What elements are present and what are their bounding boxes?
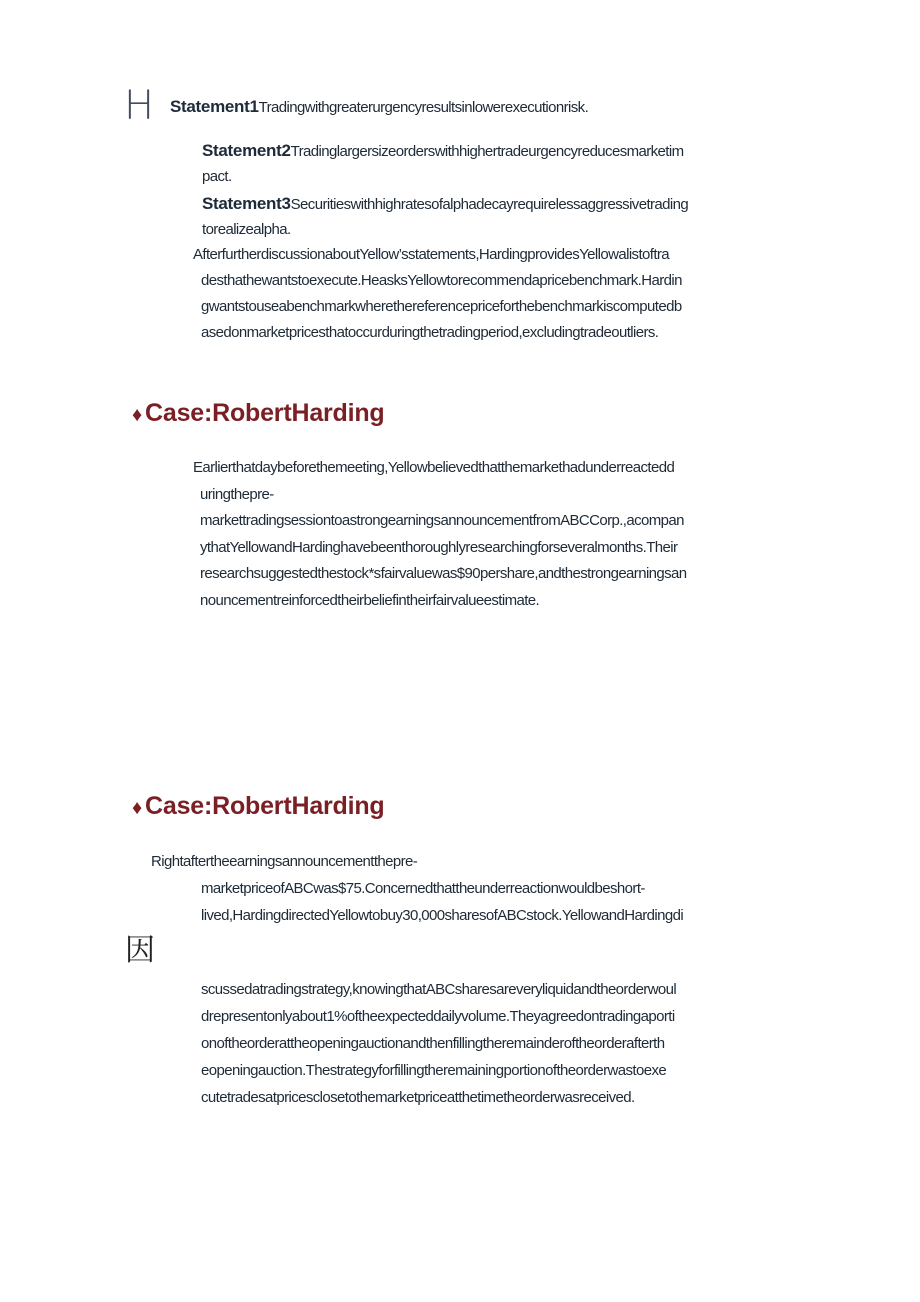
after-discussion-paragraph [193,242,682,346]
paragraph-line: desthathewantstoexecute.HeasksYellowtorecommendapricebenchmark.Hardin [201,272,682,289]
paragraph-line: eopeningauction.Thestrategyforfillingtheremainingportionoftheorderwastoexe [201,1062,667,1079]
paragraph-line: gwantstouseabenchmarkwherethereferencepriceforthebenchmarkiscomputedb [201,298,682,315]
case-heading-text: Case:RobertHarding [145,399,385,427]
paragraph-line: markettradingsessiontoastrongearningsannouncementfromABCCorp.,acompan [200,512,684,529]
case-1-paragraph [193,455,687,614]
paragraph-line: lived,HardingdirectedYellowtobuy30,000sharesofABCstock.YellowandHardingdi [201,907,684,924]
statement-text: torealizealpha. [202,221,291,238]
paragraph-line: scussedatradingstrategy,knowingthatABCsharesareveryliquidandtheorderwoul [201,981,677,998]
letter-h-glyph: H [124,83,155,129]
case-heading-1 [132,399,385,428]
paragraph-line: Rightaftertheearningsannouncementthepre- [151,853,418,870]
case-heading-2 [132,792,385,821]
cjk-glyph: 因 [125,933,155,968]
statement-text: Tradinglargersizeorderswithhighertradeurgencyreducesmarketim [290,143,684,160]
paragraph-line: Earlierthatdaybeforethemeeting,Yellowbelievedthatthemarkethadunderreactedd [193,459,675,476]
paragraph-line: onoftheorderattheopeningauctionandthenfillingtheremainderoftheorderafterth [201,1035,665,1052]
diamond-icon: ♦ [132,797,143,819]
statement-2 [202,138,683,189]
paragraph-line: nouncementreinforcedtheirbeliefintheirfairvalueestimate. [200,591,540,609]
case-2-paragraph-b [201,976,676,1111]
statement-3 [202,191,688,242]
statement-label: Statement1 [170,97,259,116]
statement-text: Securitieswithhighratesofalphadecayrequirelessaggressivetrading [290,196,689,213]
paragraph-line: asedonmarketpricesthatoccurduringthetradingperiod,excludingtradeoutliers. [201,324,659,341]
statement-1 [170,94,588,120]
statement-text: Tradingwithgreaterurgencyresultsinlowerexecutionrisk. [258,99,589,116]
paragraph-line: ythatYellowandHardinghavebeenthoroughlyresearchingforseveralmonths.Their [200,538,678,556]
statement-label: Statement2 [202,141,291,160]
paragraph-line: drepresentonlyabout1%oftheexpecteddailyvolume.Theyagreedontradingaporti [201,1008,675,1025]
paragraph-line: AfterfurtherdiscussionaboutYellow’sstatements,HardingprovidesYellowalistoftra [193,246,670,263]
case-heading-text: Case:RobertHarding [145,792,385,820]
diamond-icon: ♦ [132,404,143,426]
paragraph-line: uringthepre- [200,485,274,503]
paragraph-line: researchsuggestedthestock*sfairvaluewas$90pershare,andthestrongearningsan [200,565,687,582]
paragraph-line: marketpriceofABCwas$75.Concernedthattheunderreactionwouldbeshort- [201,880,645,897]
statement-label: Statement3 [202,194,291,213]
statement-text: pact. [202,168,232,185]
paragraph-line: cutetradesatpricesclosetothemarketpriceatthetimetheorderwasreceived. [201,1089,635,1106]
case-2-paragraph-a [151,848,683,929]
